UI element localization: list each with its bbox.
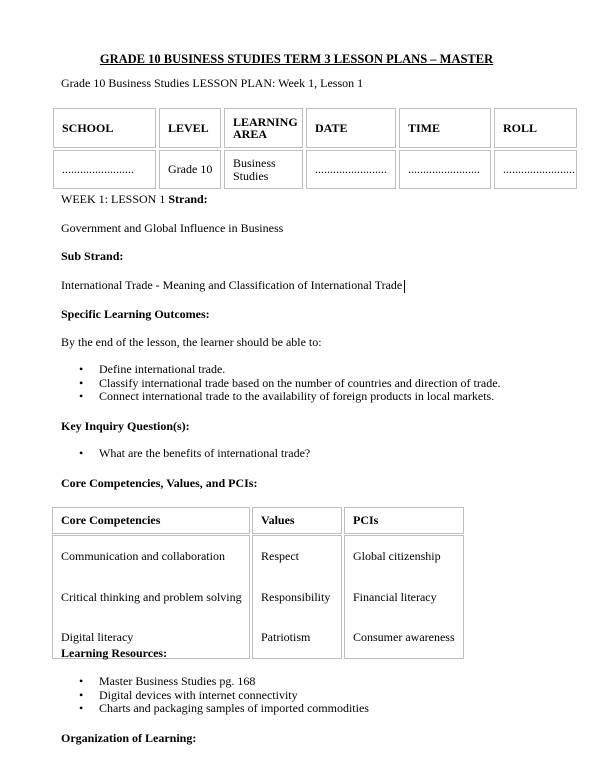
- organization-label: Organization of Learning:: [61, 731, 197, 745]
- competency-item: Critical thinking and problem solving: [61, 589, 242, 604]
- list-item: • Connect international trade to the availability of foreign products in local markets.: [61, 390, 501, 404]
- level-value: Grade 10: [159, 150, 221, 189]
- sub-strand-value: International Trade - Meaning and Classification of International Trade: [61, 278, 403, 292]
- date-value[interactable]: ........................: [306, 150, 396, 189]
- header-level: LEVEL: [159, 108, 221, 148]
- strand-label: Strand:: [168, 192, 208, 206]
- kiq-list: [61, 447, 310, 461]
- sub-strand-label: Sub Strand:: [61, 249, 124, 263]
- document-title: GRADE 10 BUSINESS STUDIES TERM 3 LESSON PLANS – MASTER: [99, 52, 494, 66]
- sub-strand-line: [61, 278, 405, 293]
- competencies-table: [50, 506, 466, 660]
- competencies-header-row: [52, 507, 464, 534]
- header-date: DATE: [306, 108, 396, 148]
- competencies-label: Core Competencies, Values, and PCIs:: [61, 476, 258, 490]
- header-roll: ROLL: [494, 108, 577, 148]
- slo-label: Specific Learning Outcomes:: [61, 307, 210, 321]
- school-value[interactable]: ........................: [53, 150, 156, 189]
- competency-item: Digital literacy: [61, 630, 134, 644]
- list-item: • What are the benefits of international trade?: [61, 447, 310, 461]
- header-school: SCHOOL: [53, 108, 156, 148]
- header-time: TIME: [399, 108, 491, 148]
- competency-item: Communication and collaboration: [61, 549, 225, 563]
- header-learning-area: LEARNING AREA: [224, 108, 303, 148]
- info-value-row: [53, 150, 577, 189]
- info-header-row: [53, 108, 577, 148]
- lesson-info-table: [50, 106, 580, 191]
- roll-value[interactable]: ........................: [494, 150, 577, 189]
- text-cursor: [404, 280, 405, 293]
- kiq-label: Key Inquiry Question(s):: [61, 419, 190, 433]
- lesson-plan-subtitle: Grade 10 Business Studies LESSON PLAN: Week 1, Lesson 1: [61, 76, 364, 90]
- pci-item: Global citizenship: [353, 549, 441, 563]
- core-competencies-cell: [52, 535, 250, 659]
- pci-item: Financial literacy: [353, 589, 437, 604]
- slo-list: [61, 363, 501, 404]
- resources-label: Learning Resources:: [61, 646, 168, 660]
- values-cell: [252, 535, 342, 659]
- header-pcis: PCIs: [344, 507, 464, 534]
- list-item: • Charts and packaging samples of imported commodities: [61, 702, 369, 716]
- list-item: • Define international trade.: [61, 363, 501, 377]
- resources-list: [61, 675, 369, 716]
- week-lesson-line: [61, 192, 208, 207]
- value-item: Respect: [261, 549, 299, 563]
- pcis-cell: [344, 535, 464, 659]
- slo-intro: By the end of the lesson, the learner should be able to:: [61, 335, 322, 349]
- week-label: WEEK 1: LESSON 1: [61, 192, 166, 206]
- list-item: • Master Business Studies pg. 168: [61, 675, 369, 689]
- header-values: Values: [252, 507, 342, 534]
- strand-value: Government and Global Influence in Business: [61, 221, 284, 235]
- header-core-competencies: Core Competencies: [52, 507, 250, 534]
- pci-item: Consumer awareness: [353, 630, 455, 644]
- value-item: Patriotism: [261, 630, 311, 644]
- list-item: • Digital devices with internet connectivity: [61, 689, 369, 703]
- learning-area-value: Business Studies: [224, 150, 303, 189]
- table-row: [52, 535, 464, 659]
- time-value[interactable]: ........................: [399, 150, 491, 189]
- list-item: • Classify international trade based on the number of countries and direction of trade.: [61, 377, 501, 391]
- value-item: Responsibility: [261, 589, 331, 604]
